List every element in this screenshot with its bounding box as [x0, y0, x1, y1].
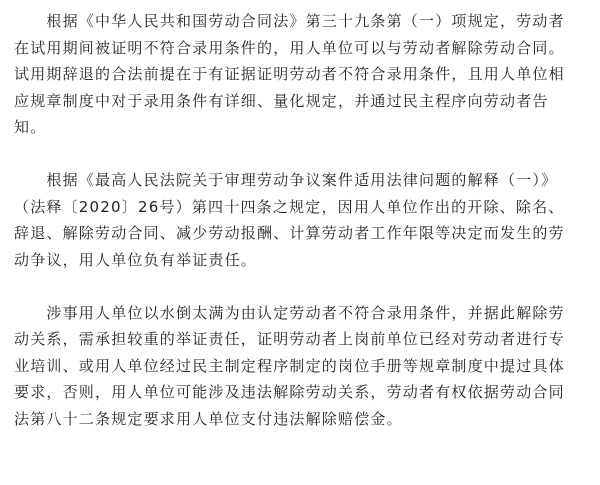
paragraph-spacer	[14, 141, 588, 168]
text-line: （法释〔2020〕26号）第四十四条之规定，因用人单位作出的开除、除名、	[14, 197, 565, 216]
text-line: 要求，否则，用人单位可能涉及违法解除劳动关系，劳动者有权依据劳动合同	[14, 383, 565, 401]
text-line: 在试用期间被证明不符合录用条件的，用人单位可以与劳动者解除劳动合同。	[14, 38, 565, 57]
paragraph-judicial-interpretation	[14, 167, 588, 273]
paragraph-case-analysis	[14, 300, 588, 433]
text-line: 根据《中华人民共和国劳动合同法》第三十九条第（一）项规定，劳动者	[14, 12, 565, 30]
text-line: 涉事用人单位以水倒太满为由认定劳动者不符合录用条件，并据此解除劳	[14, 303, 565, 322]
text-line: 知。	[14, 118, 47, 136]
text-line: 动关系，需承担较重的举证责任，证明劳动者上岗前单位已经对劳动者进行专	[14, 330, 565, 348]
text-line: 业培训、或用人单位经过民主制定程序制定的岗位手册等规章制度中提过具体	[14, 356, 565, 375]
text-line: 辞退、解除劳动合同、减少劳动报酬、计算劳动者工作年限等决定而发生的劳	[14, 224, 565, 242]
paragraph-probation-law	[14, 8, 588, 141]
text-line: 根据《最高人民法院关于审理劳动争议案件适用法律问题的解释（一）》	[14, 171, 558, 189]
text-line: 法第八十二条规定要求用人单位支付违法解除赔偿金。	[14, 409, 403, 428]
text-line: 动争议，用人单位负有举证责任。	[14, 250, 258, 269]
text-line: 试用期辞退的合法前提在于有证据证明劳动者不符合录用条件，且用人单位相	[14, 65, 565, 83]
text-line: 应规章制度中对于录用条件有详细、量化规定，并通过民主程序向劳动者告	[14, 91, 549, 110]
paragraph-spacer	[14, 273, 588, 300]
